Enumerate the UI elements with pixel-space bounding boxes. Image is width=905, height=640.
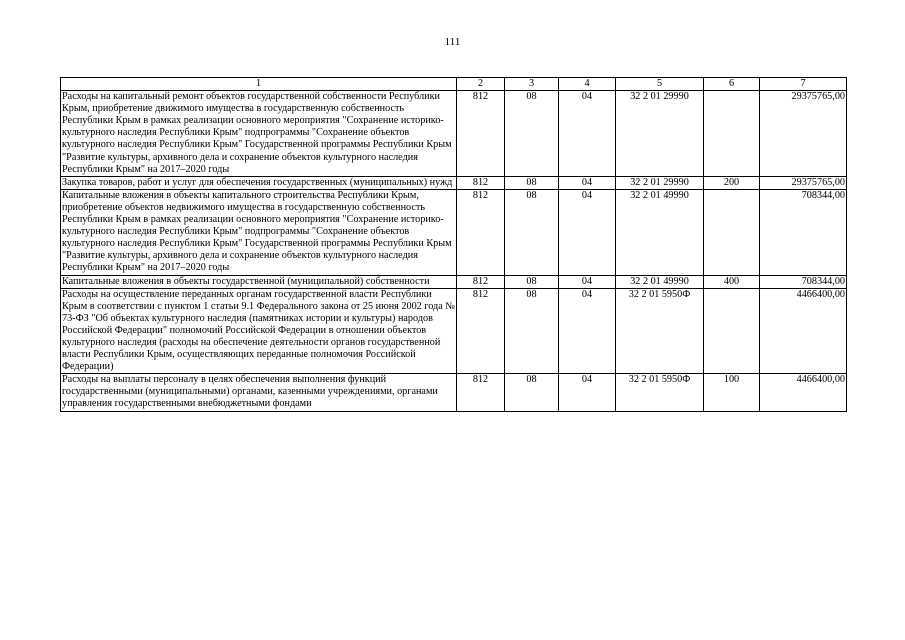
row-amount: 29375765,00: [760, 176, 847, 189]
row-code-5: 32 2 01 49990: [616, 189, 704, 275]
table-row: [61, 275, 847, 288]
row-code-6: 100: [704, 374, 760, 411]
row-code-5: 32 2 01 49990: [616, 275, 704, 288]
col-header-7: 7: [760, 78, 847, 91]
col-header-5: 5: [616, 78, 704, 91]
col-header-6: 6: [704, 78, 760, 91]
row-amount: 708344,00: [760, 275, 847, 288]
row-code-2: 812: [457, 275, 505, 288]
col-header-1: 1: [61, 78, 457, 91]
row-code-3: 08: [505, 189, 559, 275]
row-code-6: 200: [704, 176, 760, 189]
row-code-3: 08: [505, 374, 559, 411]
row-amount: 4466400,00: [760, 288, 847, 374]
row-code-2: 812: [457, 374, 505, 411]
row-name: Капитальные вложения в объекты государственной (муниципальной) собственности: [61, 275, 457, 288]
row-code-4: 04: [559, 275, 616, 288]
row-code-3: 08: [505, 275, 559, 288]
row-code-3: 08: [505, 288, 559, 374]
row-code-4: 04: [559, 288, 616, 374]
row-name: Капитальные вложения в объекты капитального строительства Республики Крым, приобретение объектов недвижимого имущества в государственную собственность Республики Крым в рамках реализации основного мероприятия "Сохранение историко-культурного наследия Республики Крым" подпрограммы "Сохранение объектов культурного наследия Республики Крым" Государственной программы Республики Крым "Развитие культуры, архивного дела и сохранение объектов культурного наследия Республики Крым" на 2017–2020 годы: [61, 189, 457, 275]
table-row: [61, 176, 847, 189]
row-code-3: 08: [505, 91, 559, 177]
row-code-5: 32 2 01 5950Ф: [616, 288, 704, 374]
table-row: [61, 288, 847, 374]
row-code-2: 812: [457, 288, 505, 374]
row-name: Расходы на выплаты персоналу в целях обеспечения выполнения функций государственными (муниципальными) органами, казенными учреждениями, органами управления государственными внебюджетными фондами: [61, 374, 457, 411]
table-row: [61, 189, 847, 275]
table-row: [61, 91, 847, 177]
row-code-4: 04: [559, 91, 616, 177]
row-code-6: [704, 91, 760, 177]
col-header-3: 3: [505, 78, 559, 91]
row-code-4: 04: [559, 374, 616, 411]
row-code-4: 04: [559, 176, 616, 189]
row-code-5: 32 2 01 29990: [616, 91, 704, 177]
row-amount: 29375765,00: [760, 91, 847, 177]
col-header-2: 2: [457, 78, 505, 91]
row-code-5: 32 2 01 29990: [616, 176, 704, 189]
row-code-6: 400: [704, 275, 760, 288]
row-code-6: [704, 288, 760, 374]
budget-table: [60, 77, 847, 412]
col-header-4: 4: [559, 78, 616, 91]
table-row: [61, 374, 847, 411]
row-code-6: [704, 189, 760, 275]
row-code-2: 812: [457, 91, 505, 177]
row-code-3: 08: [505, 176, 559, 189]
row-code-2: 812: [457, 176, 505, 189]
row-amount: 4466400,00: [760, 374, 847, 411]
row-name: Расходы на капитальный ремонт объектов государственной собственности Республики Крым, приобретение движимого имущества в государственную собственность Республики Крым в рамках реализации основного мероприятия "Сохранение историко-культурного наследия Республики Крым" подпрограммы "Сохранение объектов культурного наследия Республики Крым" Государственной программы Республики Крым "Развитие культуры, архивного дела и сохранение объектов культурного наследия Республики Крым" на 2017–2020 годы: [61, 91, 457, 177]
row-amount: 708344,00: [760, 189, 847, 275]
row-code-5: 32 2 01 5950Ф: [616, 374, 704, 411]
row-name: Закупка товаров, работ и услуг для обеспечения государственных (муниципальных) нужд: [61, 176, 457, 189]
row-code-4: 04: [559, 189, 616, 275]
page-number: 111: [444, 36, 461, 48]
header-row: [61, 78, 847, 91]
row-name: Расходы на осуществление переданных органам государственной власти Республики Крым в соответствии с пунктом 1 статьи 9.1 Федерального закона от 25 июня 2002 года № 73-ФЗ "Об объектах культурного наследия (памятниках истории и культуры) народов Российской Федерации" полномочий Российской Федерации в отношении объектов культурного наследия (расходы на обеспечение деятельности органов государственной власти Республики Крым, осуществляющих переданные полномочия Российской Федерации): [62, 288, 455, 373]
row-code-2: 812: [457, 189, 505, 275]
